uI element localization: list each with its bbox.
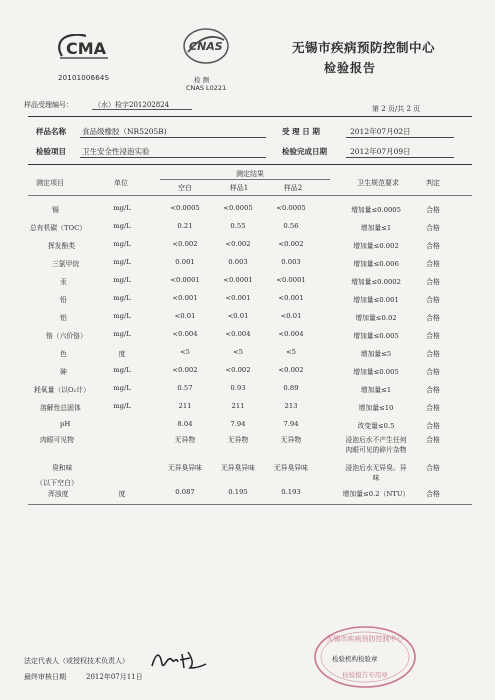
- blank-note: （以下空白）: [36, 479, 78, 487]
- cell-std: 增加量≤0.0002: [351, 278, 401, 286]
- cell-std-line2: 肉眼可见的碎片杂物: [345, 446, 407, 454]
- cell-s1: <0.0005: [223, 204, 253, 212]
- stamp-line2: 检验机构检验章: [332, 655, 378, 663]
- cell-unit: mg/L: [113, 240, 131, 248]
- legal-rep-label: 法定代表人（或授权技术负责人）: [24, 657, 129, 665]
- cell-s1: <5: [232, 348, 244, 356]
- cell-unit: mg/L: [113, 312, 131, 320]
- cell-s2: <0.01: [280, 312, 302, 320]
- cell-name: 色: [60, 350, 67, 358]
- receive-value: （水）检字201202824: [94, 101, 170, 109]
- cell-name: 浑浊度: [48, 490, 69, 498]
- cma-number: 2010100664S: [58, 74, 110, 82]
- cell-s1: 0.003: [228, 258, 248, 266]
- cell-s2: <0.002: [278, 366, 304, 374]
- cell-s2: 0.56: [283, 222, 299, 230]
- cell-std-line2: 味: [372, 474, 380, 482]
- cell-unit: mg/L: [113, 366, 131, 374]
- cell-name: 镉: [52, 206, 59, 214]
- cell-name: 耗氧量（以O₂计）: [34, 386, 90, 394]
- cell-blank: <0.0005: [170, 204, 200, 212]
- report-title: 检验报告: [324, 61, 377, 75]
- cell-s1: 211: [231, 402, 245, 410]
- cell-s1: 无异物: [227, 436, 249, 444]
- cell-judge: 合格: [426, 404, 440, 412]
- cell-std: 改变量≤0.5: [357, 422, 395, 430]
- page-info: 第 2 页/共 2 页: [372, 105, 421, 113]
- cell-s2: <0.004: [278, 330, 304, 338]
- cell-blank: <0.002: [172, 240, 198, 248]
- cnas-logo: [178, 26, 234, 66]
- cell-name: 铬（六价铬）: [46, 332, 87, 340]
- cell-s2: 0.193: [281, 488, 301, 496]
- receive-underline: [92, 109, 192, 110]
- cma-logo-text: CMA: [66, 39, 107, 58]
- cell-s1: <0.002: [225, 366, 251, 374]
- table-bottom-rule: [28, 504, 472, 505]
- th-blank: 空白: [178, 184, 192, 192]
- cell-std: 增加量≤1: [360, 224, 392, 232]
- cell-s1: <0.01: [227, 312, 249, 320]
- cell-blank: <0.004: [172, 330, 198, 338]
- cell-s2: 7.94: [283, 420, 299, 428]
- cell-s2: 无异物: [280, 436, 302, 444]
- cell-blank: 0.087: [175, 488, 195, 496]
- cell-s2: 无异臭异味: [274, 464, 308, 472]
- cell-s1: 0.55: [230, 222, 246, 230]
- finish-date-label: 检验完成日期: [282, 147, 327, 156]
- cell-judge: 合格: [426, 464, 440, 472]
- cell-std: 增加量≤0.2（NTU）: [342, 490, 410, 498]
- cell-blank: 8.04: [177, 420, 193, 428]
- th-results: 测定结果: [236, 170, 264, 178]
- top-divider: [28, 116, 472, 117]
- cell-judge: 合格: [426, 206, 440, 214]
- table-top-rule: [28, 164, 472, 165]
- item-underline: [80, 157, 266, 158]
- th-sample2: 样品2: [283, 184, 303, 192]
- th-standard: 卫生规范要求: [357, 179, 399, 187]
- stamp-line1: 无锡市疾病预防控制中心: [326, 635, 404, 643]
- cell-s1: <0.004: [225, 330, 251, 338]
- cell-std: 增加量≤0.006: [353, 260, 399, 268]
- accept-date-underline: [346, 137, 454, 138]
- cell-blank: <0.0001: [170, 276, 200, 284]
- item-value: 卫生安全性浸泡实验: [82, 147, 150, 156]
- cell-unit: mg/L: [113, 330, 131, 338]
- final-review-label: 最终审核日期: [24, 673, 66, 681]
- cell-name: 挥发酚类: [48, 242, 76, 250]
- cell-std: 增加量≤0.002: [353, 242, 399, 250]
- final-review-date: 2012年07月11日: [86, 673, 143, 681]
- cell-name: 砷: [60, 368, 67, 376]
- cell-blank: 0.57: [177, 384, 193, 392]
- cell-name: 臭和味: [52, 464, 73, 472]
- th-results-rule: [160, 179, 330, 180]
- cell-s1: <0.002: [225, 240, 251, 248]
- cell-name: 肉眼可见物: [40, 436, 74, 444]
- cell-judge: 合格: [426, 490, 440, 498]
- cell-std: 浸泡后水不产生任何: [345, 436, 407, 444]
- cell-judge: 合格: [426, 368, 440, 376]
- receive-label: 样品受理编号：: [24, 101, 73, 109]
- cell-name: 溶解性总固体: [40, 404, 81, 412]
- accept-date-label: 受 理 日 期: [282, 127, 320, 136]
- cell-s2: <0.002: [278, 240, 304, 248]
- cell-std: 增加量≤0.005: [353, 332, 399, 340]
- cell-s1: <0.001: [225, 294, 251, 302]
- stamp-line3: 检验报告专用章: [342, 671, 388, 679]
- cell-judge: 合格: [426, 386, 440, 394]
- cell-judge: 合格: [426, 350, 440, 358]
- cell-judge: 合格: [426, 224, 440, 232]
- cell-unit: mg/L: [113, 402, 131, 410]
- cell-s1: 无异臭异味: [221, 464, 255, 472]
- cell-blank: <0.01: [174, 312, 196, 320]
- cell-std: 增加量≤0.02: [355, 314, 397, 322]
- cell-s2: <0.001: [278, 294, 304, 302]
- th-judge: 判定: [426, 179, 440, 187]
- th-unit: 单位: [114, 179, 128, 187]
- org-name: 无锡市疾病预防控制中心: [292, 40, 436, 55]
- cell-blank: 无异物: [174, 436, 196, 444]
- sample-name: 食品级橡胶（NR5205B): [82, 127, 167, 136]
- cell-s1: 0.195: [228, 488, 248, 496]
- cell-judge: 合格: [426, 422, 440, 430]
- cell-s2: <0.0005: [276, 204, 306, 212]
- th-sample1: 样品1: [229, 184, 249, 192]
- finish-date-underline: [346, 157, 454, 158]
- cell-s2: 213: [284, 402, 298, 410]
- cell-unit: mg/L: [113, 384, 131, 392]
- cell-std: 增加量≤10: [358, 404, 394, 412]
- cell-name: 汞: [60, 278, 67, 286]
- cell-s1: 7.94: [230, 420, 246, 428]
- cell-blank: 0.21: [177, 222, 193, 230]
- cell-blank: <0.001: [172, 294, 198, 302]
- finish-date: 2012年07月09日: [350, 147, 411, 156]
- sample-name-label: 样品名称: [36, 127, 66, 136]
- cell-judge: 合格: [426, 332, 440, 340]
- cell-name: pH: [60, 420, 71, 428]
- cell-unit: 度: [118, 350, 126, 358]
- cell-std: 增加量≤0.005: [353, 368, 399, 376]
- cell-unit: mg/L: [113, 294, 131, 302]
- cell-s1: 0.93: [230, 384, 246, 392]
- cell-judge: 合格: [426, 242, 440, 250]
- cell-blank: 无异臭异味: [168, 464, 202, 472]
- cell-blank: <5: [179, 348, 191, 356]
- cell-judge: 合格: [426, 260, 440, 268]
- cell-s2: <5: [285, 348, 297, 356]
- cell-std: 增加量≤1: [360, 386, 392, 394]
- cell-std: 增加量≤0.001: [353, 296, 399, 304]
- cell-judge: 合格: [426, 436, 440, 444]
- cell-s2: 0.003: [281, 258, 301, 266]
- cell-unit: mg/L: [113, 258, 131, 266]
- cell-name: 三氯甲烷: [52, 260, 80, 268]
- cell-unit: mg/L: [113, 204, 131, 212]
- cell-s1: <0.0001: [223, 276, 253, 284]
- cell-blank: 0.001: [175, 258, 195, 266]
- cell-unit: mg/L: [113, 276, 131, 284]
- accept-date: 2012年07月02日: [350, 127, 411, 136]
- cell-name: 铅: [60, 296, 67, 304]
- cnas-code: CNAS L0221: [186, 84, 227, 92]
- cell-s2: <0.0001: [276, 276, 306, 284]
- cell-judge: 合格: [426, 296, 440, 304]
- table-header-rule: [28, 195, 472, 196]
- th-item: 测定项目: [36, 179, 64, 187]
- cell-name: 总有机碳（TOC）: [30, 224, 87, 232]
- sample-name-underline: [80, 137, 266, 138]
- cell-blank: <0.002: [172, 366, 198, 374]
- cma-logo: [58, 34, 110, 60]
- cell-judge: 合格: [426, 278, 440, 286]
- signature: [150, 648, 210, 672]
- cell-name: 铝: [60, 314, 67, 322]
- cell-std: 浸泡后水无异臭、异: [345, 464, 407, 472]
- cell-judge: 合格: [426, 314, 440, 322]
- cnas-logo-text: CNAS: [189, 40, 223, 53]
- item-label: 检验项目: [36, 147, 66, 156]
- cell-unit: 度: [118, 490, 126, 498]
- cell-std: 增加量≤5: [360, 350, 392, 358]
- cnas-sub: 检 测: [194, 76, 210, 84]
- cell-blank: 211: [178, 402, 192, 410]
- cell-s2: 0.89: [283, 384, 299, 392]
- cell-std: 增加量≤0.0005: [351, 206, 401, 214]
- cell-unit: mg/L: [113, 222, 131, 230]
